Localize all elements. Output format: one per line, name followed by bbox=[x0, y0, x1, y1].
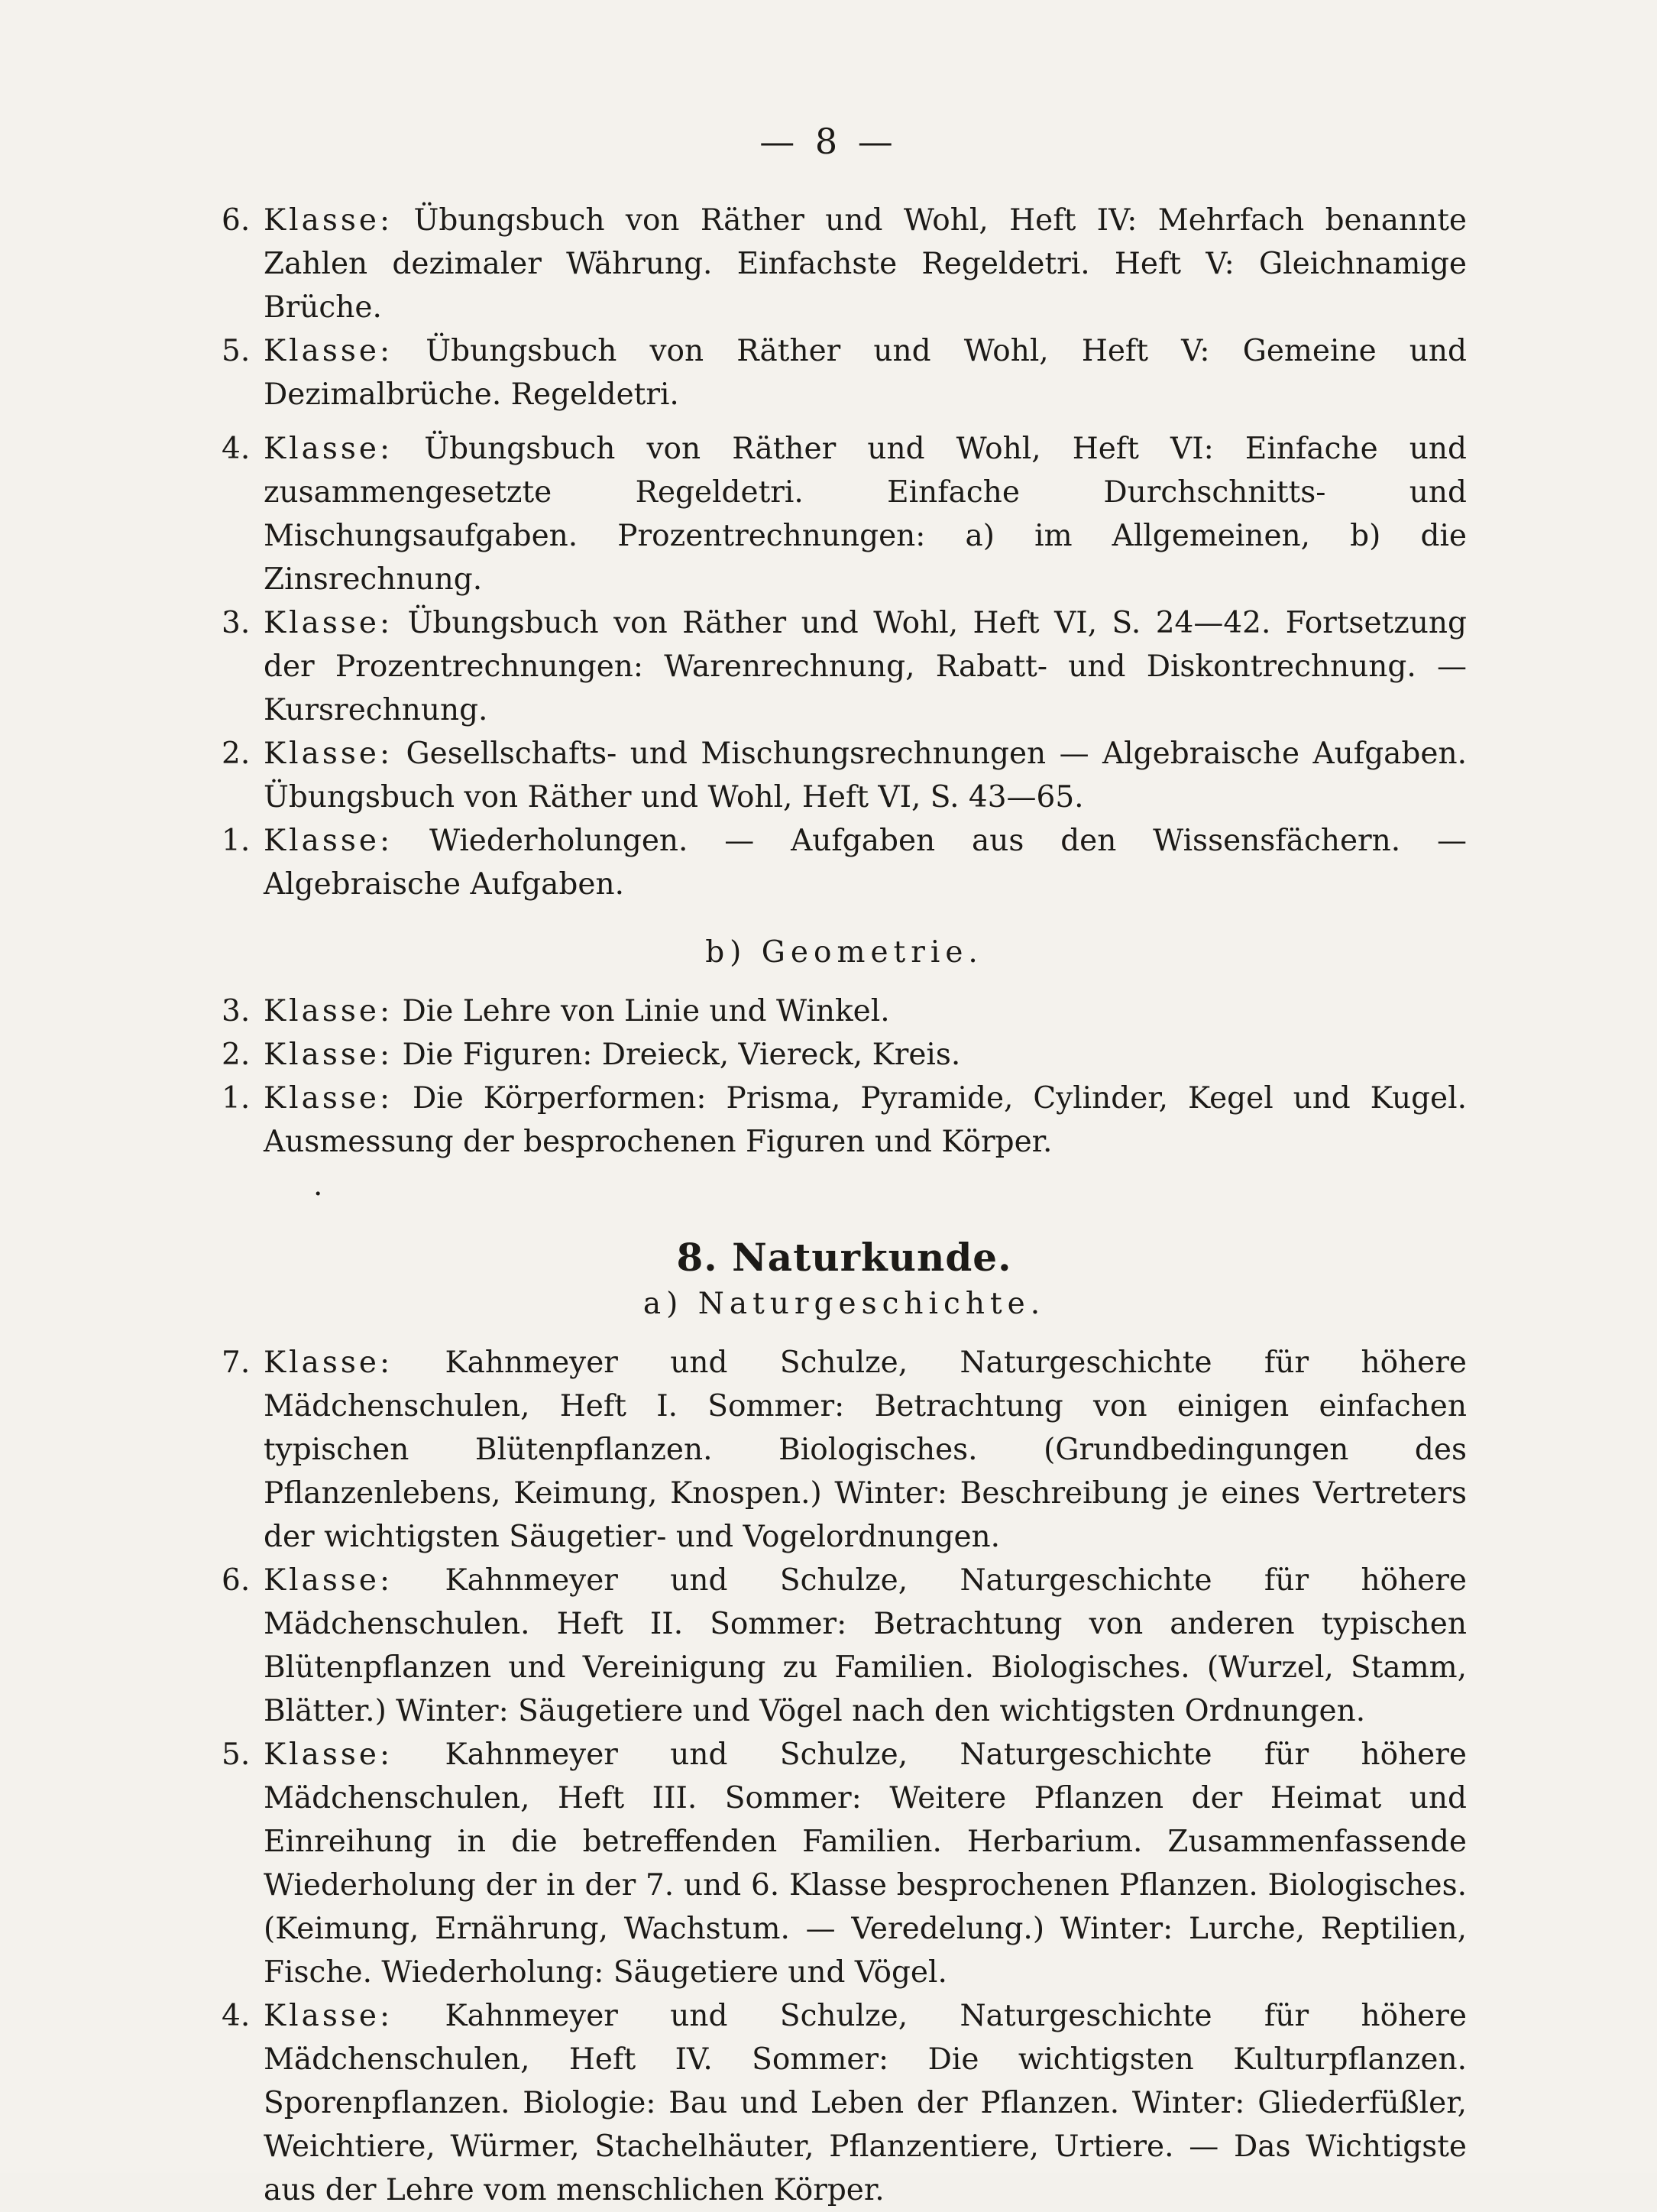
entry-text: Übungsbuch von Räther und Wohl, Heft IV: Mehrfach benannte Zahlen dezimaler Währung. Einfachste Regeldetri. Heft V: Gleichnamige Brüche. bbox=[264, 203, 1467, 325]
entry-text: Wiederholungen. — Aufgaben aus den Wissensfächern. — Algebraische Aufgaben. bbox=[264, 824, 1467, 902]
entry-number: 6. bbox=[222, 1563, 251, 1598]
entry-number: 7. bbox=[222, 1346, 251, 1380]
naturgeschichte-heading: a) Naturgeschichte. bbox=[642, 1287, 1046, 1321]
entry-number: 5. bbox=[222, 1738, 251, 1772]
section-title: 8. Naturkunde. bbox=[676, 1235, 1012, 1280]
arithmetic-entry bbox=[222, 199, 1467, 329]
entry-klasse: Klasse: bbox=[264, 606, 393, 640]
geometry-entry bbox=[222, 1033, 1467, 1077]
entry-klasse: Klasse: bbox=[264, 334, 393, 368]
entry-klasse: Klasse: bbox=[264, 203, 393, 238]
entry-number: 6. bbox=[222, 203, 251, 238]
arithmetic-entry bbox=[222, 732, 1467, 819]
naturkunde-entry bbox=[222, 1733, 1467, 1994]
geometry-entry bbox=[222, 1077, 1467, 1164]
entry-klasse: Klasse: bbox=[264, 737, 393, 771]
page-content bbox=[222, 199, 1467, 2212]
entry-number: 4. bbox=[222, 432, 251, 466]
page-number: — 8 — bbox=[759, 121, 898, 162]
entry-text: Übungsbuch von Räther und Wohl, Heft VI, S. 24—42. Fortsetzung der Prozentrechnungen: Warenrechnung, Rabatt- und Diskontrechnung. — Kursrechnung. bbox=[264, 606, 1468, 727]
entry-klasse: Klasse: bbox=[264, 432, 393, 466]
entry-text: Die Lehre von Linie und Winkel. bbox=[402, 994, 890, 1028]
arithmetic-entry bbox=[222, 819, 1467, 906]
entry-text: Übungsbuch von Räther und Wohl, Heft VI: Einfache und zusammengesetzte Regeldetri. Einfache Durchschnitts- und Mischungsaufgaben. Prozentrechnungen: a) im Allgemeinen, b) die Zinsrechnung. bbox=[264, 432, 1467, 597]
entry-klasse: Klasse: bbox=[264, 1038, 393, 1072]
entry-klasse: Klasse: bbox=[264, 1346, 393, 1380]
entry-text: Gesellschafts- und Mischungsrechnungen — Algebraische Aufgaben. Übungsbuch von Räther und Wohl, Heft VI, S. 43—65. bbox=[264, 737, 1467, 815]
entry-text: Kahnmeyer und Schulze, Naturgeschichte für höhere Mädchenschulen, Heft I. Sommer: Betrachtung von einigen einfachen typischen Blütenpflanzen. Biologisches. (Grundbedingungen des Pflanzenlebens, Keimung, Knospen.) Winter: Beschreibung je eines Vertreters der wichtigsten Säugetier- und Vogelordnungen. bbox=[264, 1346, 1467, 1554]
arithmetic-entry bbox=[222, 427, 1467, 601]
entry-klasse: Klasse: bbox=[264, 824, 393, 858]
entry-number: 1. bbox=[222, 824, 251, 858]
entry-klasse: Klasse: bbox=[264, 994, 393, 1028]
entry-klasse: Klasse: bbox=[264, 1563, 393, 1598]
arithmetic-entry bbox=[222, 601, 1467, 732]
naturkunde-entry bbox=[222, 1994, 1467, 2212]
entry-number: 3. bbox=[222, 606, 251, 640]
arithmetic-entry bbox=[222, 329, 1467, 416]
naturkunde-entry bbox=[222, 1559, 1467, 1733]
entry-klasse: Klasse: bbox=[264, 1081, 393, 1116]
entry-number: 5. bbox=[222, 334, 251, 368]
entry-text: Kahnmeyer und Schulze, Naturgeschichte für höhere Mädchenschulen. Heft II. Sommer: Betrachtung von anderen typischen Blütenpflanzen und Vereinigung zu Familien. Biologisches. (Wurzel, Stamm, Blätter.) Winter: Säugetiere und Vögel nach den wichtigsten Ordnungen. bbox=[264, 1563, 1467, 1728]
entry-klasse: Klasse: bbox=[264, 1738, 393, 1772]
entry-text: Die Körperformen: Prisma, Pyramide, Cylinder, Kegel und Kugel. Ausmessung der besprochenen Figuren und Körper. bbox=[264, 1081, 1467, 1159]
entry-number: 1. bbox=[222, 1081, 251, 1116]
entry-number: 3. bbox=[222, 994, 251, 1028]
naturkunde-entry bbox=[222, 1341, 1467, 1559]
entry-number: 2. bbox=[222, 1038, 251, 1072]
entry-klasse: Klasse: bbox=[264, 1999, 393, 2033]
entry-text: Übungsbuch von Räther und Wohl, Heft V: Gemeine und Dezimalbrüche. Regeldetri. bbox=[264, 334, 1467, 412]
geometry-entry bbox=[222, 989, 1467, 1033]
entry-text: Kahnmeyer und Schulze, Naturgeschichte für höhere Mädchenschulen, Heft III. Sommer: Weitere Pflanzen der Heimat und Einreihung in die betreffenden Familien. Herbarium. Zusammenfassende Wiederholung der in der 7. und 6. Klasse besprochenen Pflanzen. Biologisches. (Keimung, Ernährung, Wachstum. — Veredelung.) Winter: Lurche, Reptilien, Fische. Wiederholung: Säugetiere und Vögel. bbox=[264, 1738, 1467, 1990]
entry-text: Die Figuren: Dreieck, Viereck, Kreis. bbox=[402, 1038, 961, 1072]
geometry-heading: b) Geometrie. bbox=[705, 935, 983, 970]
entry-text: Kahnmeyer und Schulze, Naturgeschichte für höhere Mädchenschulen, Heft IV. Sommer: Die wichtigsten Kulturpflanzen. Sporenpflanzen. Biologie: Bau und Leben der Pflanzen. Winter: Gliederfüßler, Weichtiere, Würmer, Stachelhäuter, Pflanzentiere, Urtiere. — Das Wichtigste aus der Lehre vom menschlichen Körper. bbox=[264, 1999, 1467, 2207]
entry-number: 2. bbox=[222, 737, 251, 771]
entry-number: 4. bbox=[222, 1999, 251, 2033]
stray-dot: . bbox=[313, 1168, 323, 1203]
